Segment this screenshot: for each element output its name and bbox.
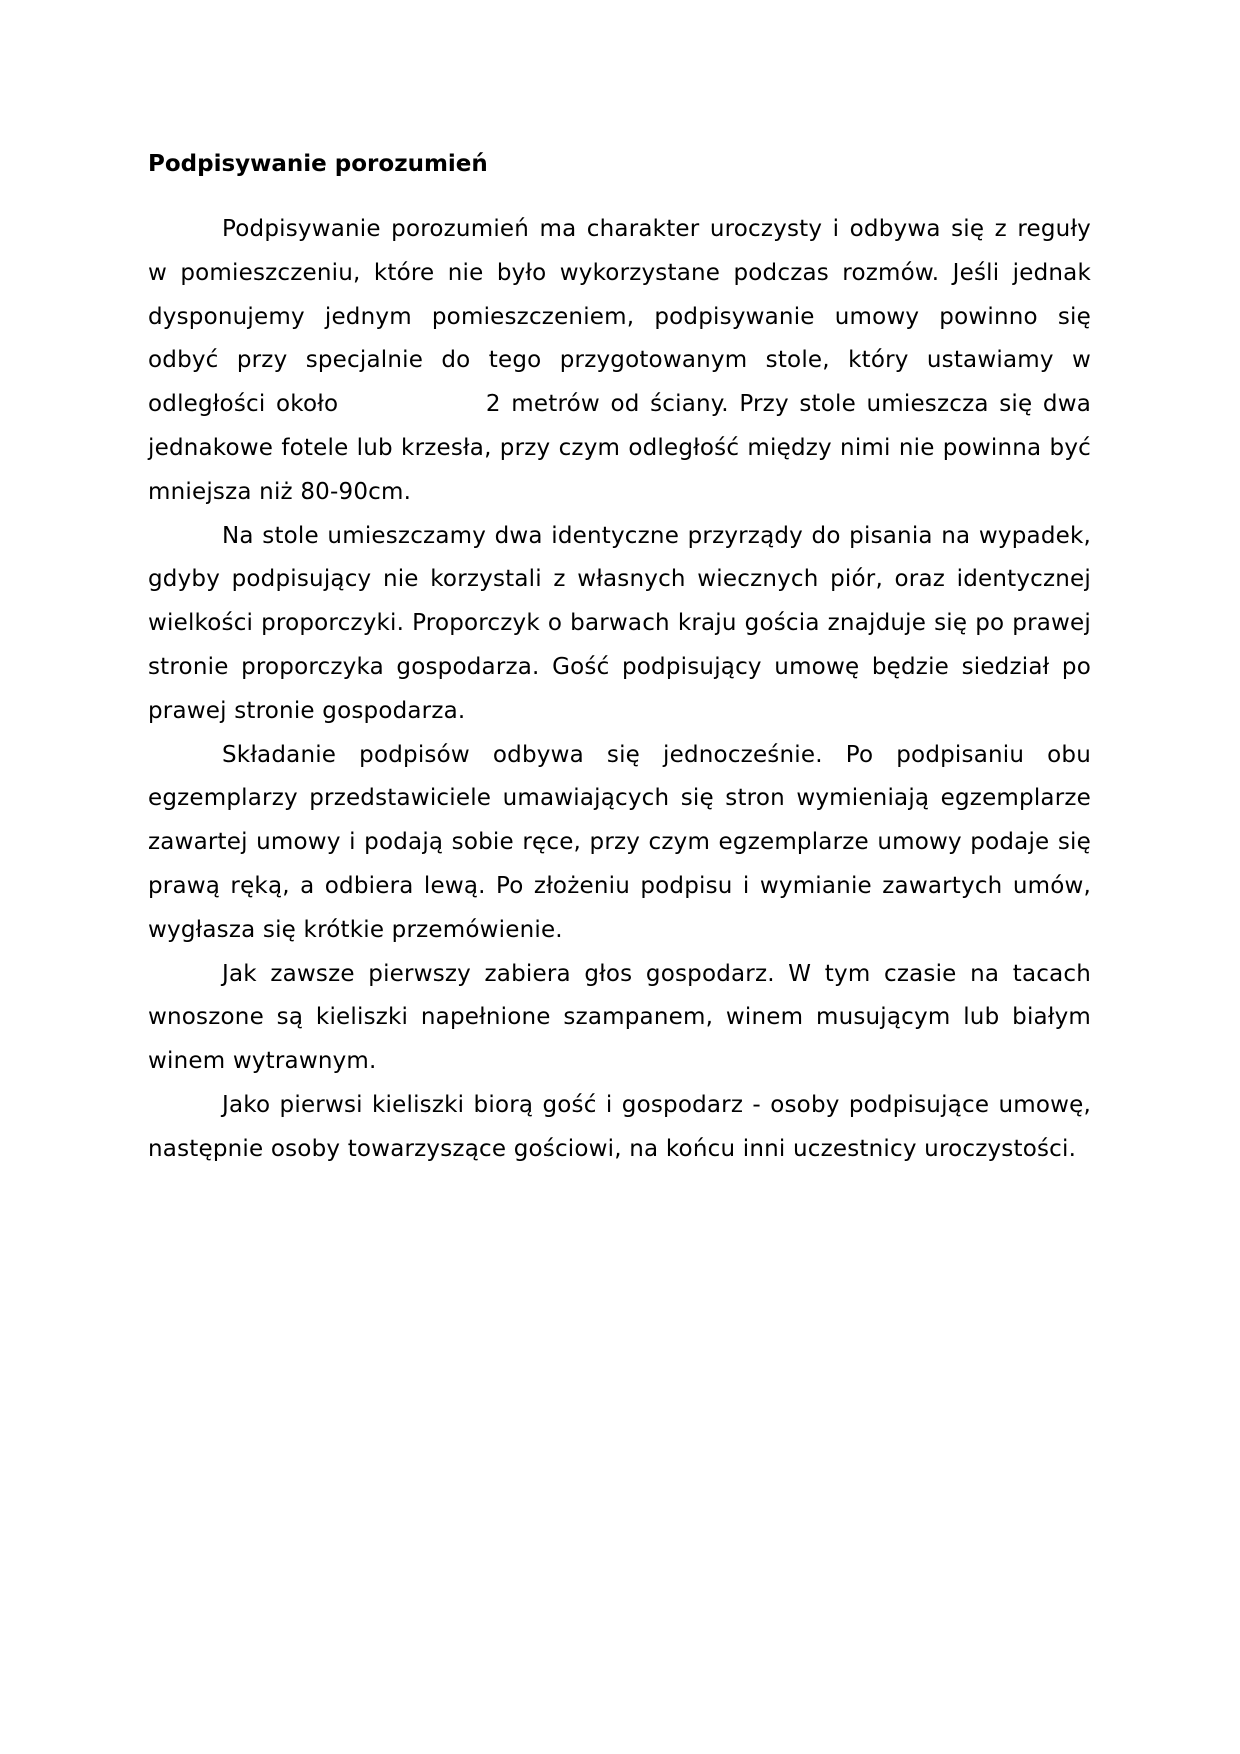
document-title: Podpisywanie porozumień: [148, 151, 488, 177]
paragraph-5: Jako pierwsi kieliszki biorą gość i gospodarz - osoby podpisujące umowę, następnie osoby towarzyszące gościowi, na końcu inni uczestnicy uroczystości.: [148, 1091, 1091, 1162]
paragraph-4: Jak zawsze pierwszy zabiera głos gospodarz. W tym czasie na tacach wnoszone są kieliszki napełnione szampanem, winem musującym lub białym winem wytrawnym.: [148, 960, 1091, 1075]
paragraph-1: Podpisywanie porozumień ma charakter uroczysty i odbywa się z reguły w pomieszczeniu, które nie było wykorzystane podczas rozmów. Jeśli jednak dysponujemy jednym pomieszczeniem, podpisywanie umowy powinno się odbyć przy specjalnie do tego przygotowanym stole, który ustawiamy w odległości około 2 metrów od ściany. Przy stole umieszcza się dwa jednakowe fotele lub krzesła, przy czym odległość między nimi nie powinna być mniejsza niż 80-90cm.: [148, 216, 1099, 505]
paragraph-3: Składanie podpisów odbywa się jednocześnie. Po podpisaniu obu egzemplarzy przedstawiciele umawiających się stron wymieniają egzemplarze zawartej umowy i podają sobie ręce, przy czym egzemplarze umowy podaje się prawą ręką, a odbiera lewą. Po złożeniu podpisu i wymianie zawartych umów, wygłasza się krótkie przemówienie.: [148, 741, 1091, 943]
paragraph-2: Na stole umieszczamy dwa identyczne przyrządy do pisania na wypadek, gdyby podpisujący nie korzystali z własnych wiecznych piór, oraz identycznej wielkości proporczyki. Proporczyk o barwach kraju gościa znajduje się po prawej stronie proporczyka gospodarza. Gość podpisujący umowę będzie siedział po prawej stronie gospodarza.: [148, 522, 1091, 724]
document-body: [148, 142, 1099, 1172]
